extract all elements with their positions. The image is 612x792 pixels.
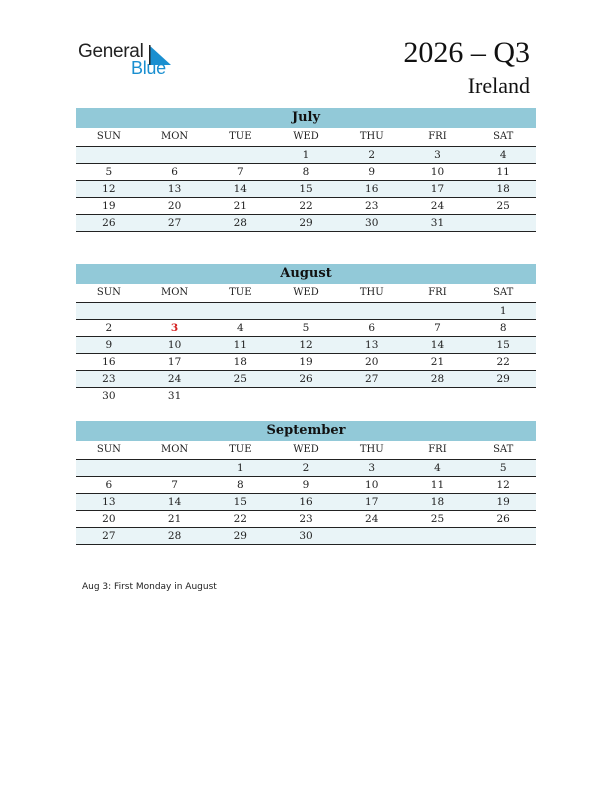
day-cell: 13 — [167, 183, 182, 195]
day-cell — [273, 388, 339, 404]
day-cell: 1 — [499, 305, 507, 317]
day-cell: 30 — [365, 217, 379, 229]
logo-blue-text: Blue — [131, 58, 166, 78]
weekday-label: THU — [359, 444, 384, 455]
day-cell: 23 — [102, 373, 116, 385]
month-september — [76, 421, 536, 545]
month-title: September — [76, 421, 536, 441]
week-row — [76, 181, 536, 198]
day-cell: 14 — [233, 183, 247, 195]
day-cell: 6 — [368, 322, 376, 334]
day-cell: 30 — [299, 530, 313, 542]
day-cell: 26 — [102, 217, 116, 229]
weekday-label: THU — [359, 287, 384, 298]
weekday-label: TUE — [229, 444, 252, 455]
day-cell: 16 — [365, 183, 379, 195]
day-cell: 16 — [102, 356, 116, 368]
day-cell: 15 — [299, 183, 313, 195]
day-cell: 26 — [496, 513, 510, 525]
day-cell: 24 — [167, 373, 182, 385]
day-cell: 19 — [102, 200, 116, 212]
day-cell: 2 — [368, 149, 376, 161]
week-row — [76, 215, 536, 232]
week-row — [76, 354, 536, 371]
weekday-label: TUE — [229, 287, 252, 298]
day-cell: 27 — [102, 530, 116, 542]
weekday-label: MON — [160, 287, 189, 298]
day-cell: 25 — [496, 200, 510, 212]
day-cell: 6 — [171, 166, 178, 178]
weekday-label: FRI — [428, 131, 447, 142]
day-cell: 5 — [105, 166, 113, 178]
day-cell: 2 — [105, 322, 113, 334]
day-cell: 7 — [171, 479, 178, 491]
day-cell: 26 — [299, 373, 313, 385]
day-cell: 10 — [167, 339, 182, 351]
day-cell: 5 — [499, 462, 507, 474]
day-cell — [405, 528, 471, 544]
week-row — [76, 337, 536, 354]
day-cell — [76, 460, 142, 476]
week-row — [76, 320, 536, 337]
day-cell: 4 — [236, 322, 244, 334]
week-row — [76, 477, 536, 494]
month-title: August — [76, 264, 536, 284]
day-cell — [470, 215, 536, 231]
weekday-header-row — [76, 128, 536, 147]
day-cell: 9 — [302, 479, 310, 491]
weekday-label: TUE — [229, 131, 252, 142]
day-cell: 22 — [233, 513, 247, 525]
day-cell: 10 — [430, 166, 445, 178]
week-row — [76, 494, 536, 511]
day-cell: 9 — [105, 339, 113, 351]
day-cell: 30 — [102, 390, 116, 402]
weekday-label: FRI — [428, 444, 447, 455]
day-cell — [207, 388, 273, 404]
day-cell: 20 — [365, 356, 379, 368]
day-cell: 22 — [299, 200, 313, 212]
day-cell: 14 — [167, 496, 182, 508]
day-cell — [405, 303, 471, 319]
weekday-label: SAT — [493, 287, 514, 298]
weekday-label: FRI — [428, 287, 447, 298]
day-cell: 18 — [233, 356, 247, 368]
day-cell: 23 — [365, 200, 379, 212]
day-cell: 31 — [430, 217, 445, 229]
day-cell: 3 — [170, 322, 179, 334]
week-row — [76, 511, 536, 528]
logo-general-text: General — [78, 41, 144, 62]
day-cell — [470, 388, 536, 404]
day-cell — [339, 528, 405, 544]
day-cell: 20 — [167, 200, 182, 212]
week-row — [76, 164, 536, 181]
day-cell — [76, 147, 142, 163]
day-cell: 21 — [430, 356, 445, 368]
day-cell: 8 — [236, 479, 244, 491]
day-cell — [405, 388, 471, 404]
day-cell: 6 — [105, 479, 113, 491]
day-cell: 14 — [430, 339, 445, 351]
week-row — [76, 528, 536, 545]
weekday-header-row — [76, 441, 536, 460]
day-cell: 4 — [499, 149, 507, 161]
logo — [78, 41, 178, 79]
day-cell: 23 — [299, 513, 313, 525]
weekday-label: WED — [293, 287, 319, 298]
day-cell: 16 — [299, 496, 313, 508]
day-cell: 31 — [167, 390, 182, 402]
day-cell — [142, 460, 208, 476]
day-cell: 21 — [167, 513, 182, 525]
day-cell: 17 — [365, 496, 379, 508]
day-cell: 21 — [233, 200, 247, 212]
day-cell: 5 — [302, 322, 310, 334]
day-cell: 29 — [496, 373, 510, 385]
day-cell: 4 — [434, 462, 441, 474]
day-cell: 15 — [496, 339, 510, 351]
month-august — [76, 264, 536, 404]
day-cell: 10 — [365, 479, 379, 491]
weekday-label: THU — [359, 131, 384, 142]
day-cell: 28 — [233, 217, 247, 229]
day-cell: 7 — [236, 166, 244, 178]
week-row — [76, 147, 536, 164]
day-cell: 17 — [430, 183, 445, 195]
day-cell: 1 — [302, 149, 310, 161]
day-cell: 28 — [167, 530, 182, 542]
day-cell: 24 — [430, 200, 445, 212]
day-cell: 29 — [233, 530, 247, 542]
week-row — [76, 371, 536, 388]
day-cell: 8 — [302, 166, 310, 178]
day-cell — [207, 303, 273, 319]
day-cell: 25 — [430, 513, 445, 525]
day-cell: 19 — [496, 496, 510, 508]
day-cell: 12 — [299, 339, 313, 351]
day-cell: 22 — [496, 356, 510, 368]
day-cell: 13 — [102, 496, 116, 508]
day-cell — [273, 303, 339, 319]
day-cell: 3 — [434, 149, 441, 161]
month-title: July — [76, 108, 536, 128]
day-cell: 11 — [496, 166, 510, 178]
day-cell: 2 — [302, 462, 310, 474]
weekday-label: WED — [293, 131, 319, 142]
weekday-label: SUN — [96, 444, 121, 455]
day-cell: 17 — [167, 356, 182, 368]
day-cell: 11 — [430, 479, 445, 491]
weekday-label: SUN — [96, 131, 121, 142]
day-cell: 12 — [102, 183, 116, 195]
week-row — [76, 460, 536, 477]
weekday-header-row — [76, 284, 536, 303]
day-cell — [339, 388, 405, 404]
day-cell: 28 — [430, 373, 445, 385]
weekday-label: SUN — [96, 287, 121, 298]
day-cell — [142, 303, 208, 319]
day-cell: 18 — [496, 183, 510, 195]
weekday-label: SAT — [493, 444, 514, 455]
country-name: Ireland — [467, 73, 530, 98]
holiday-note: Aug 3: First Monday in August — [82, 582, 217, 592]
day-cell: 15 — [233, 496, 247, 508]
month-july — [76, 108, 536, 232]
day-cell: 20 — [102, 513, 116, 525]
weekday-label: MON — [160, 131, 189, 142]
day-cell: 27 — [167, 217, 182, 229]
day-cell: 19 — [299, 356, 313, 368]
day-cell: 27 — [365, 373, 379, 385]
day-cell: 24 — [365, 513, 379, 525]
day-cell: 25 — [233, 373, 247, 385]
day-cell — [76, 303, 142, 319]
day-cell: 18 — [430, 496, 445, 508]
day-cell — [470, 528, 536, 544]
day-cell: 9 — [368, 166, 376, 178]
day-cell: 29 — [299, 217, 313, 229]
weekday-label: MON — [160, 444, 189, 455]
day-cell — [142, 147, 208, 163]
day-cell: 8 — [499, 322, 507, 334]
day-cell — [207, 147, 273, 163]
weekday-label: SAT — [493, 131, 514, 142]
weekday-label: WED — [293, 444, 319, 455]
week-row — [76, 198, 536, 215]
week-row — [76, 303, 536, 320]
day-cell: 3 — [368, 462, 376, 474]
week-row — [76, 388, 536, 404]
day-cell: 1 — [236, 462, 244, 474]
day-cell: 12 — [496, 479, 510, 491]
day-cell — [339, 303, 405, 319]
day-cell: 11 — [233, 339, 247, 351]
page-title: 2026 – Q3 — [403, 36, 530, 69]
day-cell: 13 — [365, 339, 379, 351]
day-cell: 7 — [434, 322, 441, 334]
